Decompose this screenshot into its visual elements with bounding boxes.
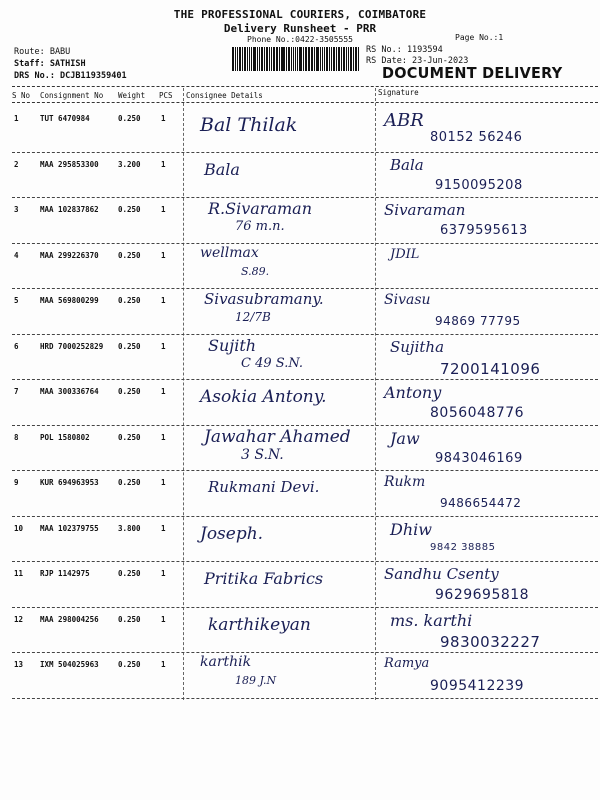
document-delivery-heading: DOCUMENT DELIVERY [382, 64, 563, 82]
table-row [0, 154, 600, 199]
row-consignee-name: Joseph. [200, 523, 264, 544]
table-row [0, 427, 600, 472]
row-consignment-no: MAA 300336764 [40, 387, 99, 396]
row-signature: Ramya [384, 656, 430, 671]
page-number: Page No.:1 [455, 33, 504, 42]
row-consignee-address: 76 m.n. [235, 219, 285, 234]
row-sno: 10 [14, 523, 24, 533]
row-signature: Sivasu [384, 292, 431, 308]
row-signature: Sivaraman [384, 201, 466, 219]
row-weight: 3.800 [118, 523, 141, 533]
runsheet-subtitle: Delivery Runsheet - PRR [223, 22, 377, 35]
row-signature: Bala [390, 155, 424, 174]
row-sno: 13 [14, 660, 24, 669]
row-consignee-name: Bala [204, 159, 240, 179]
table-row [0, 654, 600, 699]
row-consignment-no: MAA 569800299 [40, 296, 99, 305]
row-divider [12, 152, 598, 153]
row-sno: 4 [14, 250, 19, 260]
row-signature: Rukm [384, 474, 426, 490]
row-signature-phone: 9486654472 [440, 496, 522, 510]
row-divider [12, 334, 598, 335]
row-weight: 0.250 [118, 114, 141, 123]
row-signature: JDIL [390, 246, 420, 262]
col-header-pcs: PCS [159, 91, 173, 100]
row-signature-phone: 80152 56246 [430, 130, 523, 145]
row-consignment-no: HRD 7000252829 [40, 341, 104, 351]
row-divider [12, 425, 598, 426]
company-phone: Phone No.:0422-3505555 [247, 35, 353, 44]
row-consignee-name: R.Sivaraman [208, 199, 312, 218]
row-consignment-no: MAA 102379755 [40, 523, 99, 533]
row-signature: Antony [384, 383, 442, 402]
row-signature-phone: 9830032227 [440, 632, 541, 651]
row-signature: Sandhu Csenty [384, 565, 499, 583]
row-consignee-name: Sujith [208, 335, 257, 355]
row-signature-phone: 9095412239 [430, 678, 525, 694]
row-consignee-name: Pritika Fabrics [204, 569, 324, 588]
col-header-consignee: Consignee Details [186, 91, 263, 100]
row-signature-phone: 8056048776 [430, 405, 525, 421]
row-divider [12, 698, 598, 699]
row-sno: 2 [14, 159, 19, 169]
row-signature: Sujitha [390, 337, 445, 356]
table-row [0, 609, 600, 654]
row-divider [12, 288, 598, 289]
row-weight: 0.250 [118, 387, 141, 396]
row-consignment-no: MAA 298004256 [40, 614, 99, 624]
row-sno: 5 [14, 296, 19, 305]
row-signature-phone: 9150095208 [435, 177, 523, 193]
table-row [0, 336, 600, 381]
row-weight: 0.250 [118, 569, 141, 578]
row-consignee-name: Sivasubramany. [204, 290, 324, 308]
row-sno: 11 [14, 569, 24, 578]
row-consignee-name: Jawahar Ahamed [204, 426, 351, 447]
row-sno: 3 [14, 205, 19, 214]
row-signature-phone: 6379595613 [440, 223, 528, 238]
row-signature-phone: 7200141096 [440, 359, 541, 378]
row-consignment-no: MAA 295853300 [40, 159, 99, 169]
row-sno: 7 [14, 387, 19, 396]
row-divider [12, 607, 598, 608]
row-divider [12, 243, 598, 244]
row-weight: 0.250 [118, 250, 141, 260]
row-weight: 0.250 [118, 478, 141, 487]
row-pcs: 1 [161, 569, 166, 578]
row-signature: ms. karthi [390, 610, 473, 630]
row-consignee-name: wellmax [200, 244, 259, 261]
row-divider [12, 379, 598, 380]
rs-number: RS No.: 1193594 [366, 45, 443, 55]
row-signature: Jaw [390, 428, 420, 448]
row-divider [12, 561, 598, 562]
row-consignee-name: Rukmani Devi. [208, 478, 320, 496]
row-consignee-name: karthikeyan [208, 614, 311, 635]
row-consignee-address: 3 S.N. [241, 446, 284, 463]
row-consignee-address: 12/7B [235, 310, 271, 324]
table-row [0, 290, 600, 335]
row-divider [12, 652, 598, 653]
row-signature: Dhiw [390, 519, 432, 539]
table-row [0, 472, 600, 517]
staff-label: Staff: SATHISH [14, 59, 86, 69]
row-signature-phone: 94869 77795 [435, 314, 521, 328]
row-signature-phone: 9629695818 [435, 587, 530, 603]
row-signature-phone: 9843046169 [435, 450, 523, 466]
row-weight: 0.250 [118, 205, 141, 214]
company-title: THE PROFESSIONAL COURIERS, COIMBATORE [173, 8, 427, 21]
row-pcs: 1 [161, 478, 166, 487]
drs-number: DRS No.: DCJB119359401 [14, 71, 127, 81]
row-consignee-name: Bal Thilak [200, 114, 298, 136]
col-header-signature: Signature [378, 88, 419, 97]
col-header-sno: S No [12, 91, 31, 100]
row-pcs: 1 [161, 387, 166, 396]
col-header-consignment: Consignment No [40, 91, 104, 100]
row-pcs: 1 [161, 296, 166, 305]
row-consignee-address: 189 J.N [235, 674, 277, 687]
row-consignment-no: KUR 694963953 [40, 478, 99, 487]
row-sno: 8 [14, 432, 19, 442]
header-rule-top [12, 86, 598, 87]
row-pcs: 1 [161, 614, 166, 624]
row-weight: 0.250 [118, 296, 141, 305]
table-row [0, 518, 600, 563]
row-consignee-name: Asokia Antony. [200, 387, 327, 407]
row-weight: 0.250 [118, 341, 141, 351]
row-sno: 9 [14, 478, 19, 487]
row-consignee-name: karthik [200, 654, 252, 670]
row-divider [12, 197, 598, 198]
table-row [0, 245, 600, 290]
row-weight: 0.250 [118, 660, 141, 669]
row-pcs: 1 [161, 523, 166, 533]
route-label: Route: BABU [14, 47, 71, 57]
row-pcs: 1 [161, 114, 166, 123]
row-consignment-no: IXM 504025963 [40, 660, 99, 669]
row-consignment-no: TUT 6470984 [40, 114, 90, 123]
row-sno: 6 [14, 341, 19, 351]
row-consignment-no: MAA 102837862 [40, 205, 99, 214]
row-weight: 0.250 [118, 614, 141, 624]
row-divider [12, 516, 598, 517]
row-pcs: 1 [161, 432, 166, 442]
row-weight: 0.250 [118, 432, 141, 442]
row-consignee-address: C 49 S.N. [241, 355, 304, 371]
row-pcs: 1 [161, 250, 166, 260]
row-consignee-address: S.89. [241, 264, 270, 278]
row-sno: 12 [14, 614, 24, 624]
row-weight: 3.200 [118, 159, 141, 169]
row-pcs: 1 [161, 159, 166, 169]
row-pcs: 1 [161, 341, 166, 351]
row-consignment-no: RJP 1142975 [40, 569, 90, 578]
header-rule-bottom [12, 102, 598, 103]
row-sno: 1 [14, 114, 19, 123]
table-row [0, 381, 600, 426]
row-pcs: 1 [161, 205, 166, 214]
row-divider [12, 470, 598, 471]
table-row [0, 108, 600, 153]
row-signature: ABR [384, 110, 424, 131]
row-signature-phone: 9842 38885 [430, 541, 496, 553]
table-row [0, 199, 600, 244]
row-consignment-no: MAA 299226370 [40, 250, 99, 260]
row-consignment-no: POL 1580802 [40, 432, 90, 442]
table-row [0, 563, 600, 608]
row-pcs: 1 [161, 660, 166, 669]
col-header-weight: Weight [118, 91, 146, 100]
rs-date: RS Date: 23-Jun-2023 [366, 56, 469, 66]
barcode-image [232, 47, 360, 71]
